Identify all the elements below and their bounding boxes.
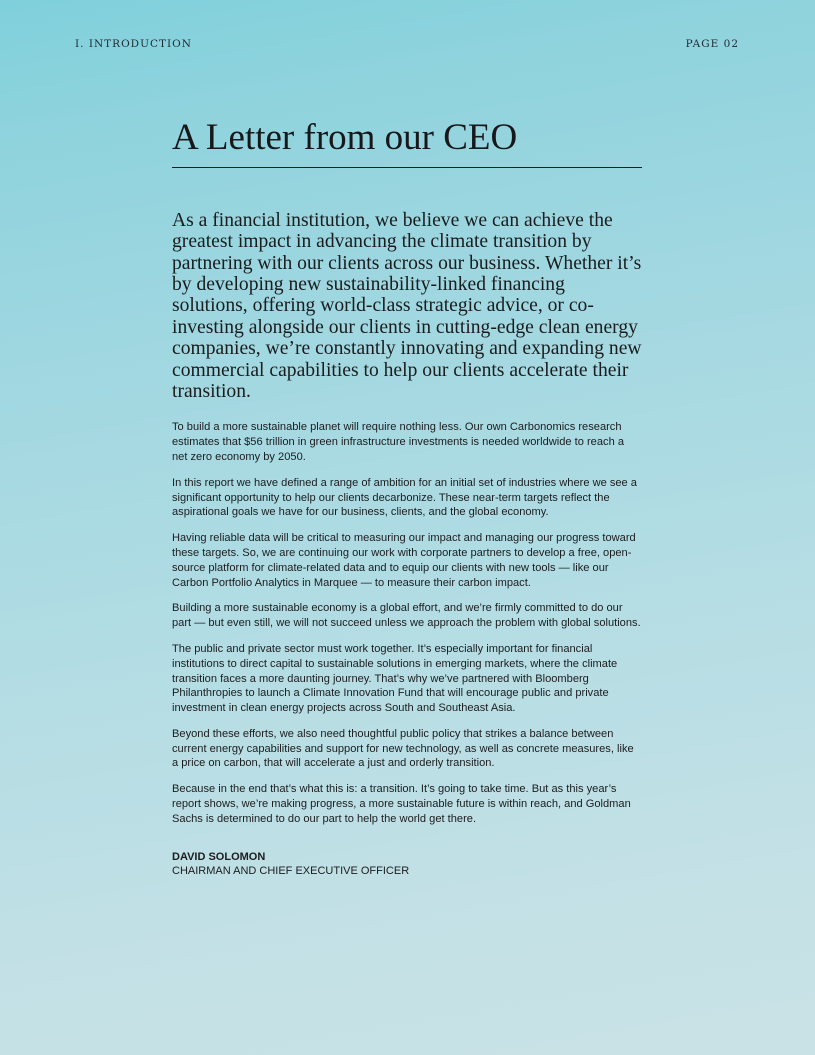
body-paragraph: To build a more sustainable planet will require nothing less. Our own Carbonomics research estimates that $56 trillion in green infrastructure investments is needed worldwide to reach a net zero economy by 2050. (172, 421, 624, 463)
section-label: I. INTRODUCTION (75, 38, 192, 50)
letter-body (172, 420, 642, 826)
body-paragraph: Having reliable data will be critical to measuring our impact and managing our progress toward these targets. So, we are continuing our work with corporate partners to develop a free, open-source platform for climate-related data and to equip our clients with new tools — like our Carbon Portfolio Analytics in Marquee — to measure their carbon impact. (172, 532, 636, 589)
page-number: PAGE 02 (685, 38, 739, 50)
body-paragraph: The public and private sector must work together. It’s especially important for financial institutions to direct capital to sustainable solutions in emerging markets, where the climate transition faces a more daunting journey. That’s why we’ve partnered with Bloomberg Philanthropies to launch a Climate Innovation Fund that will encourage public and private investment in clean energy projects across South and Southeast Asia. (172, 642, 618, 715)
body-paragraph: Building a more sustainable economy is a global effort, and we’re firmly committed to do our part — but even still, we will not succeed unless we approach the problem with global solutions. (172, 602, 641, 630)
signature-block (172, 850, 642, 878)
signature-name: DAVID SOLOMON (172, 850, 266, 863)
body-paragraph: Because in the end that’s what this is: a transition. It’s going to take time. But as this year’s report shows, we’re making progress, a more sustainable future is within reach, and Goldman Sachs is determined to do our part to help the world get there. (172, 783, 631, 825)
lead-paragraph: As a financial institution, we believe we can achieve the greatest impact in advancing the climate transition by partnering with our clients across our business. Whether it’s by developing new sustainability-linked financing solutions, offering world-class strategic advice, or co-investing alongside our clients in cutting-edge clean energy companies, we’re constantly innovating and expanding new commercial capabilities to help our clients accelerate their transition. (172, 209, 642, 402)
page-header (75, 38, 739, 54)
body-paragraph: In this report we have defined a range of ambition for an initial set of industries where we see a significant opportunity to help our clients decarbonize. These near-term targets reflect the aspirational goals we have for our business, clients, and the global economy. (172, 476, 637, 519)
body-paragraph: Beyond these efforts, we also need thoughtful public policy that strikes a balance between current energy capabilities and support for new technology, as well as concrete measures, like a price on carbon, that will accelerate a just and orderly transition. (172, 727, 634, 770)
page-title: A Letter from our CEO (172, 118, 642, 168)
letter-content (172, 118, 642, 878)
signature-title: CHAIRMAN AND CHIEF EXECUTIVE OFFICER (172, 864, 410, 877)
